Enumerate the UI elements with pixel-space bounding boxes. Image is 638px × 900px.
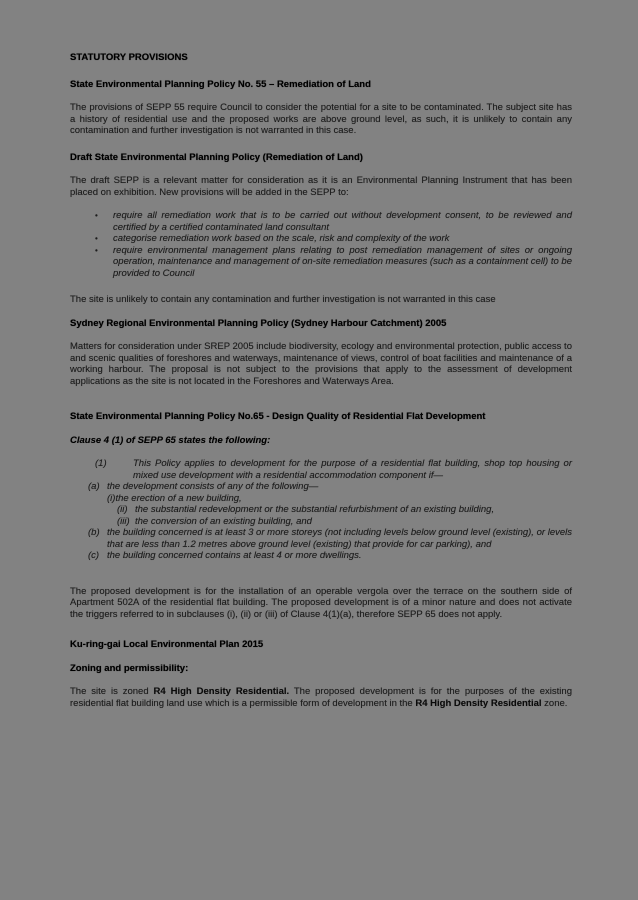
bullet-text: categorise remediation work based on the scale, risk and complexity of the work: [113, 233, 450, 244]
bullet-item: [70, 233, 572, 245]
zoning-bold-r4: R4 High Density Residential.: [153, 686, 290, 697]
clause-text: the development consists of any of the following—: [107, 481, 319, 492]
draft-sepp-intro: The draft SEPP is a relevant matter for consideration as it is an Environmental Planning Instrument that has been placed on exhibition. New provisions will be added in the SEPP to:: [70, 175, 572, 198]
clause-row: [70, 504, 572, 516]
bullet-item: [70, 210, 572, 233]
clause-row: [70, 516, 572, 528]
bullet-icon: •: [95, 245, 98, 255]
sepp65-paragraph: The proposed development is for the installation of an operable vergola over the terrace on the southern side of Apartment 502A of the residential flat building. The proposed development is of a minor nature and does not activate the triggers referred to in subclauses (i), (ii) or (iii) of Clause 4(1)(a), therefore SEPP 65 does not apply.: [70, 585, 572, 620]
srep-paragraph: Matters for consideration under SREP 2005 include biodiversity, ecology and environmental protection, public access to and scenic qualities of foreshores and waterways, maintenance of views, control of boat facilities and maintenance of a working harbour. The proposal is not subject to the provisions that apply to the assessment of development applications as the site is not located in the Foreshores and Waterways Area.: [70, 341, 572, 387]
clause-row: [70, 550, 572, 562]
bullet-list: [70, 210, 572, 279]
clause-row: [70, 481, 572, 493]
sepp55-paragraph: The provisions of SEPP 55 require Council to consider the potential for a site to be contaminated. The subject site has a history of residential use and the proposed works are above ground level, as such, it is unlikely to contain any contamination and further investigation is not warranted in this case.: [70, 102, 572, 136]
zoning-text: The proposed development is for the purposes of the existing residential flat building land use which is a permissible form of development in the: [70, 686, 572, 709]
bullet-icon: •: [95, 211, 98, 220]
sepp55-heading: State Environmental Planning Policy No. 55 – Remediation of Land: [70, 78, 371, 90]
clause-text: (i)the erection of a new building,: [107, 492, 242, 504]
sepp65-heading: State Environmental Planning Policy No.65 - Design Quality of Residential Flat Development: [70, 411, 486, 422]
clause-text: the conversion of an existing building, and: [135, 515, 312, 527]
srep-heading: Sydney Regional Environmental Planning Policy (Sydney Harbour Catchment) 2005: [70, 317, 447, 329]
zoning-paragraph: [70, 686, 572, 709]
bullet-icon: •: [95, 234, 98, 243]
zoning-text: The site is zoned: [70, 686, 154, 697]
main-heading: STATUTORY PROVISIONS: [70, 52, 188, 63]
bullet-text: require all remediation work that is to be carried out without development consent, to be reviewed and certified by a certified contaminated land consultant: [113, 210, 572, 233]
clause-row: [70, 458, 572, 481]
clause-number: (1): [95, 458, 107, 469]
clause-text: the building concerned is at least 3 or more storeys (not including levels below ground level (existing), or levels that are less than 1.2 metres above ground level (existing) that provide for car parking), and: [107, 527, 572, 550]
zoning-bold-r4: R4 High Density Residential: [415, 697, 542, 709]
zoning-text: zone.: [541, 697, 568, 709]
draft-sepp-outro: The site is unlikely to contain any contamination and further investigation is not warranted in this case: [70, 294, 496, 305]
clause-number: (iii): [117, 515, 130, 527]
klep-heading: Ku-ring-gai Local Environmental Plan 2015: [70, 639, 264, 650]
clause-number: (b): [88, 527, 100, 538]
clause-number: (c): [88, 550, 100, 561]
sepp65-clause-intro: Clause 4 (1) of SEPP 65 states the following:: [70, 434, 271, 446]
zoning-subheading: Zoning and permissibility:: [70, 662, 189, 674]
clause-number: (ii): [117, 504, 128, 515]
clause-text: the substantial redevelopment or the substantial refurbishment of an existing building,: [135, 504, 495, 515]
clause-list: [70, 458, 572, 562]
clause-text: This Policy applies to development for the purpose of a residential flat building, shop top housing or mixed use development with a residential accommodation component if—: [133, 458, 572, 481]
clause-row: [70, 527, 572, 550]
clause-text: the building concerned contains at least 4 or more dwellings.: [107, 550, 362, 561]
clause-row: [70, 493, 572, 505]
bullet-item: [70, 245, 572, 280]
document-page: [70, 52, 572, 709]
draft-sepp-heading: Draft State Environmental Planning Policy (Remediation of Land): [70, 151, 363, 163]
clause-number: (a): [88, 481, 100, 492]
bullet-text: require environmental management plans relating to post remediation management of sites or ongoing operation, maintenance and management of on-site remediation measures (such as a containment cell) to be provided to Council: [113, 244, 572, 279]
